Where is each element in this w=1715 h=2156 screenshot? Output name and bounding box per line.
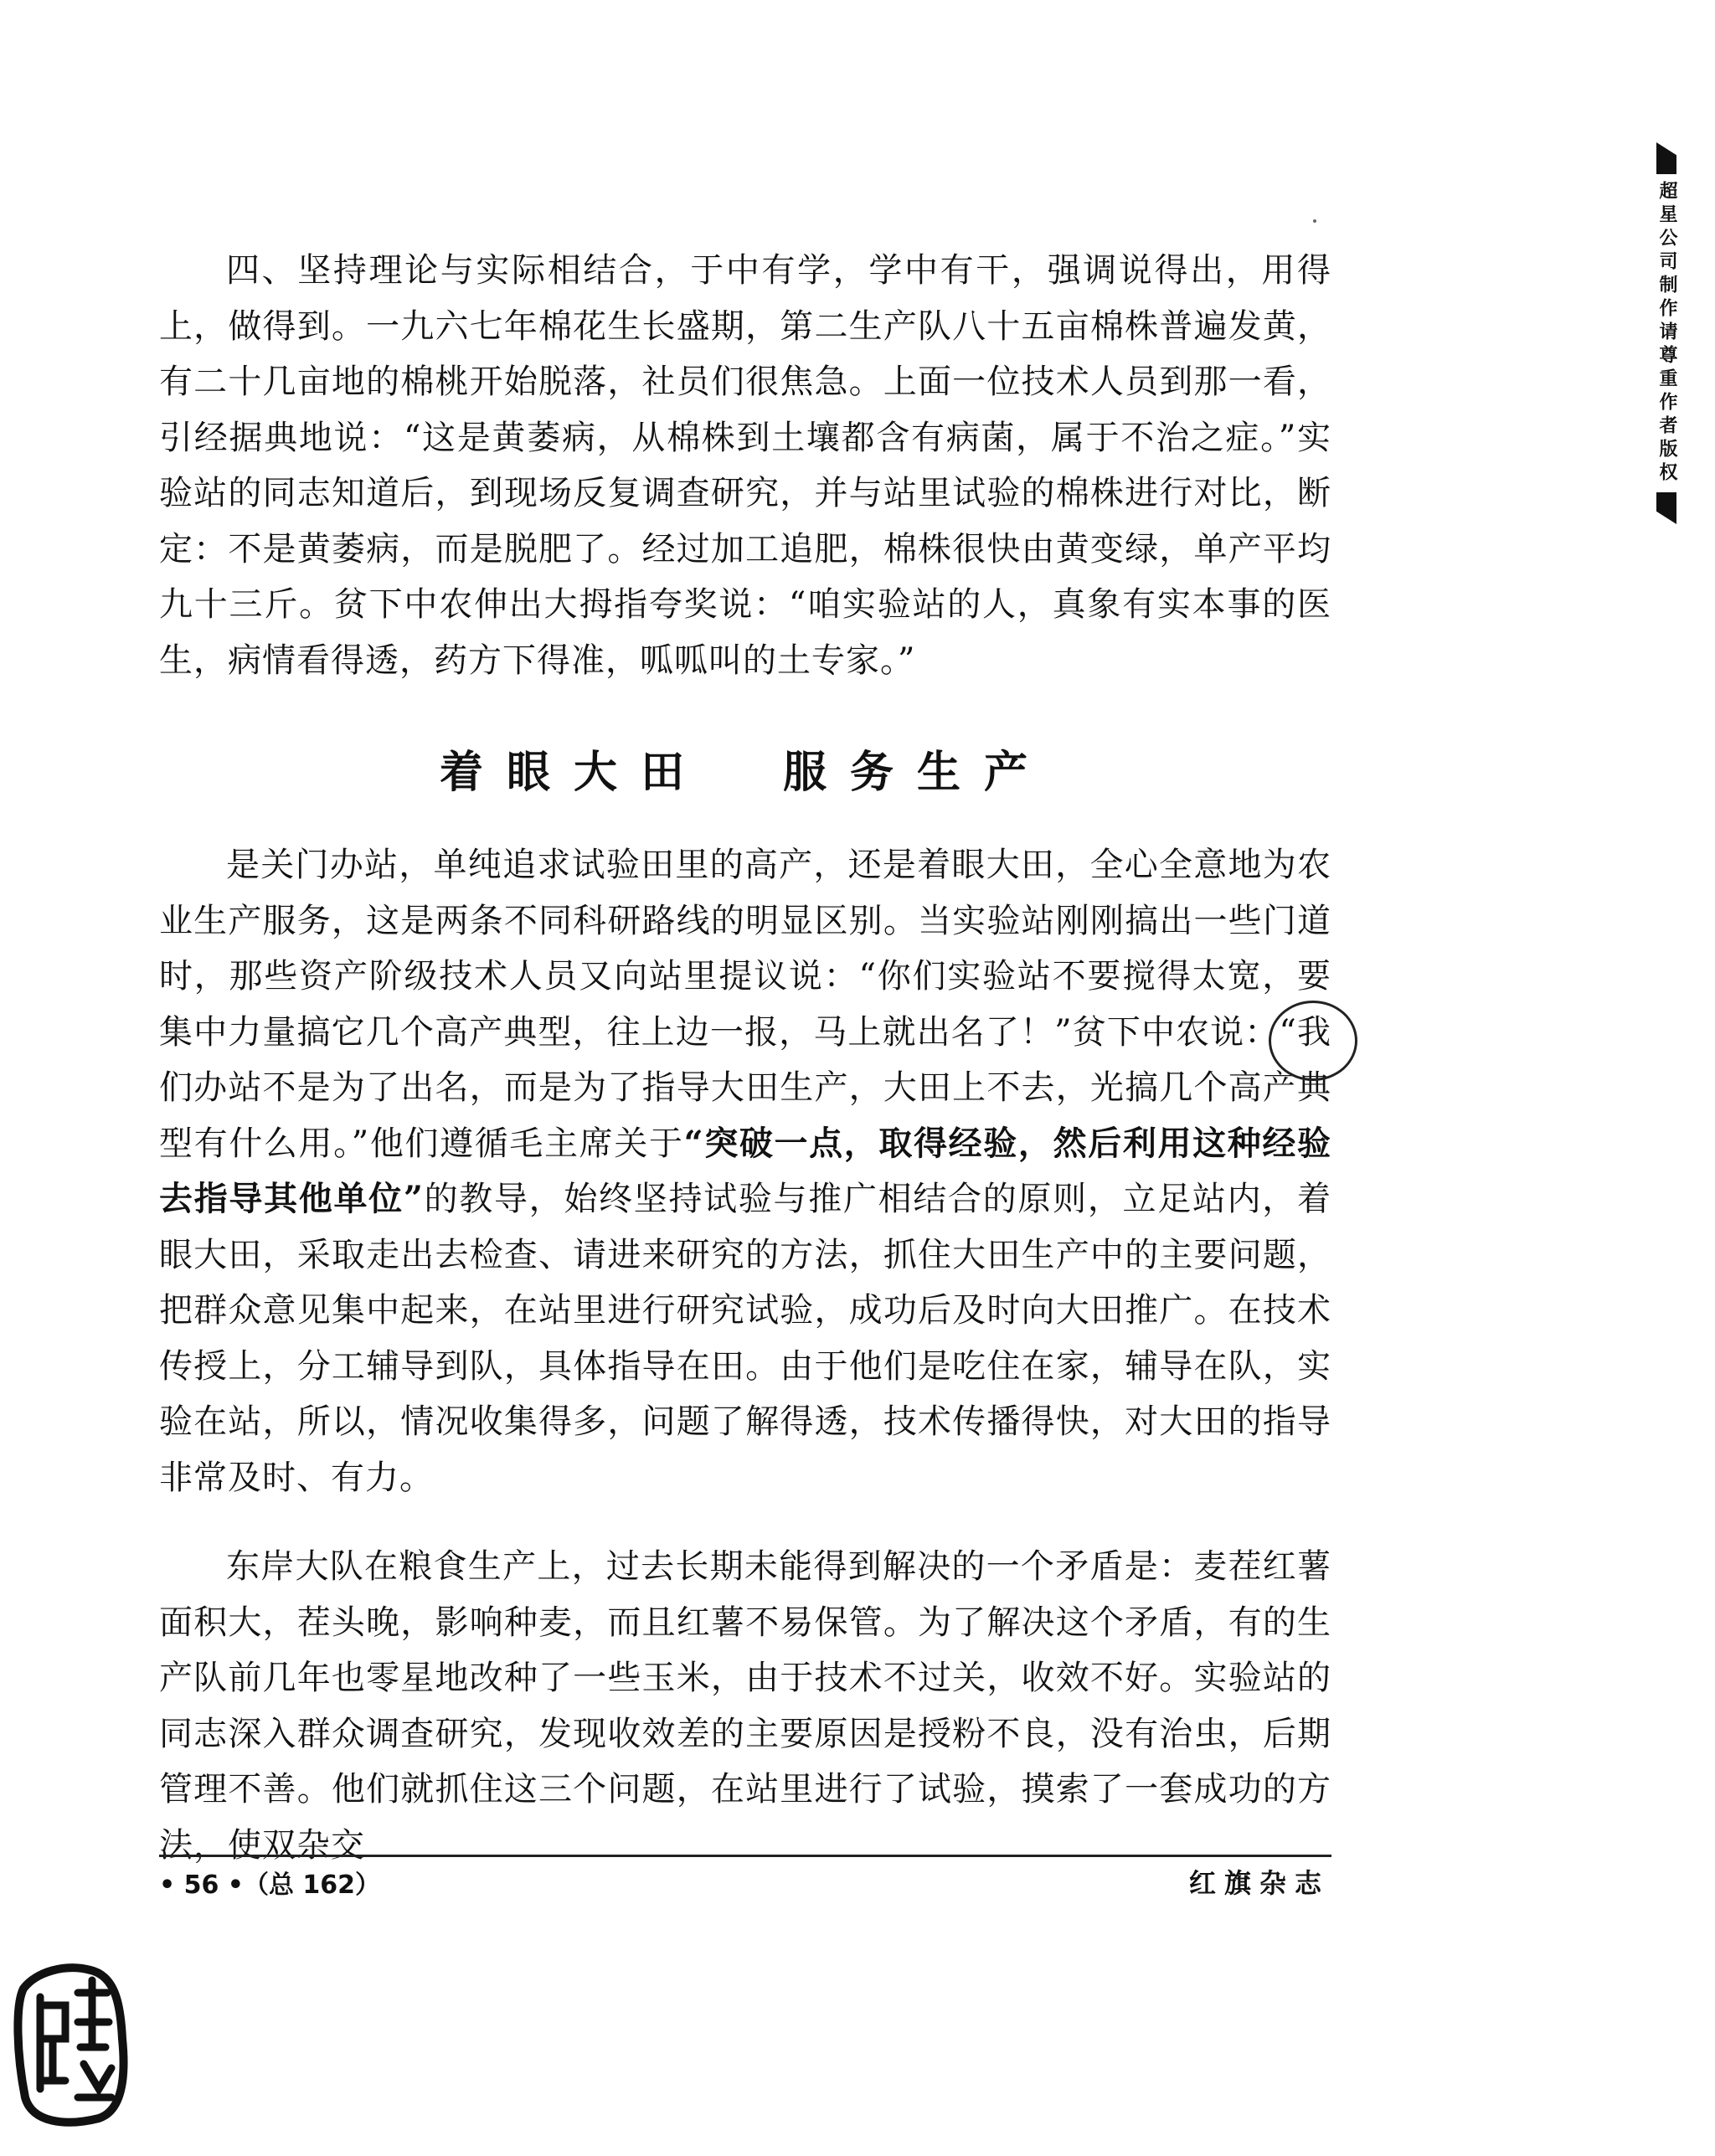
paragraph-2-part-b: 的教导，始终坚持试验与推广相结合的原则，立足站内，着眼大田，采取走出去检查、请进来研究的方法，抓住大田生产中的主要问题，把群众意见集中起来，在站里进行研究试验，成功后及时向大田推广。在技术传授上，分工辅导到队，具体指导在田。由于他们是吃住在家，辅导在队，实验在站，所以，情况收集得多，问题了解得透，技术传播得快，对大田的指导非常及时、有力。 bbox=[159, 1180, 1331, 1497]
banner-bottom-bar bbox=[1656, 492, 1676, 524]
footer-journal-name: 红旗杂志 bbox=[1188, 1867, 1330, 1899]
paragraph-3: 东岸大队在粮食生产上，过去长期未能得到解决的一个矛盾是：麦茬红薯面积大，茬头晚，影响种麦，而且红薯不易保管。为了解决这个矛盾，有的生产队前几年也零星地改种了一些玉米，由于技术不过关，收效不好。实验站的同志深入群众调查研究，发现收效差的主要原因是授粉不良，没有治虫，后期管理不善。他们就抓住这三个问题，在站里进行了试验，摸索了一套成功的方法，使双杂交 bbox=[159, 1547, 1331, 1865]
speck-mark bbox=[1313, 219, 1316, 223]
heading-left: 着眼大田 bbox=[439, 748, 708, 798]
seal-stamp-icon bbox=[7, 1955, 132, 2131]
banner-top-bar bbox=[1656, 142, 1676, 174]
paragraph-2 bbox=[159, 837, 1331, 1505]
banner-text: 超星公司制作请尊重作者版权 bbox=[1656, 181, 1677, 486]
mao-quote: “突破一点，取得经验，然后利用这种经验去指导其他单位” bbox=[159, 1123, 1331, 1218]
section-heading bbox=[159, 737, 1331, 800]
footer-page-number: • 56 •（总 162） bbox=[159, 1870, 381, 1900]
paragraph-section-dongan bbox=[159, 1539, 1331, 1873]
heading-right: 服务生产 bbox=[783, 748, 1052, 798]
paragraph-section-four bbox=[159, 243, 1331, 688]
paragraph-1: 四、坚持理论与实际相结合，于中有学，学中有干，强调说得出，用得上，做得到。一九六七年棉花生长盛期，第二生产队八十五亩棉株普遍发黄，有二十几亩地的棉桃开始脱落，社员们很焦急。上面一位技术人员到那一看，引经据典地说：“这是黄萎病，从棉株到土壤都含有病菌，属于不治之症。”实验站的同志知道后，到现场反复调查研究，并与站里试验的棉株进行对比，断定：不是黄萎病，而是脱肥了。经过加工追肥，棉株很快由黄变绿，单产平均九十三斤。贫下中农伸出大拇指夸奖说：“咱实验站的人，真象有实本事的医生，病情看得透，药方下得准，呱呱叫的土专家。” bbox=[159, 251, 1331, 680]
paragraph-section-field bbox=[159, 837, 1331, 1505]
hand-drawn-circle bbox=[1269, 1001, 1357, 1081]
copyright-banner bbox=[1651, 142, 1682, 524]
paragraph-2-part-a: 是关门办站，单纯追求试验田里的高产，还是着眼大田，全心全意地为农业生产服务，这是两条不同科研路线的明显区别。当实验站刚刚搞出一些门道时，那些资产阶级技术人员又向站里提议说：“你们实验站不要搅得太宽，要集中力量搞它几个高产典型，往上边一报，马上就出名了！”贫下中农说：“我们办站不是为了出名，而是为了指导大田生产，大田上不去，光搞几个高产典型有什么用。”他们遵循毛主席关于 bbox=[159, 846, 1331, 1163]
footer-divider bbox=[159, 1855, 1331, 1857]
